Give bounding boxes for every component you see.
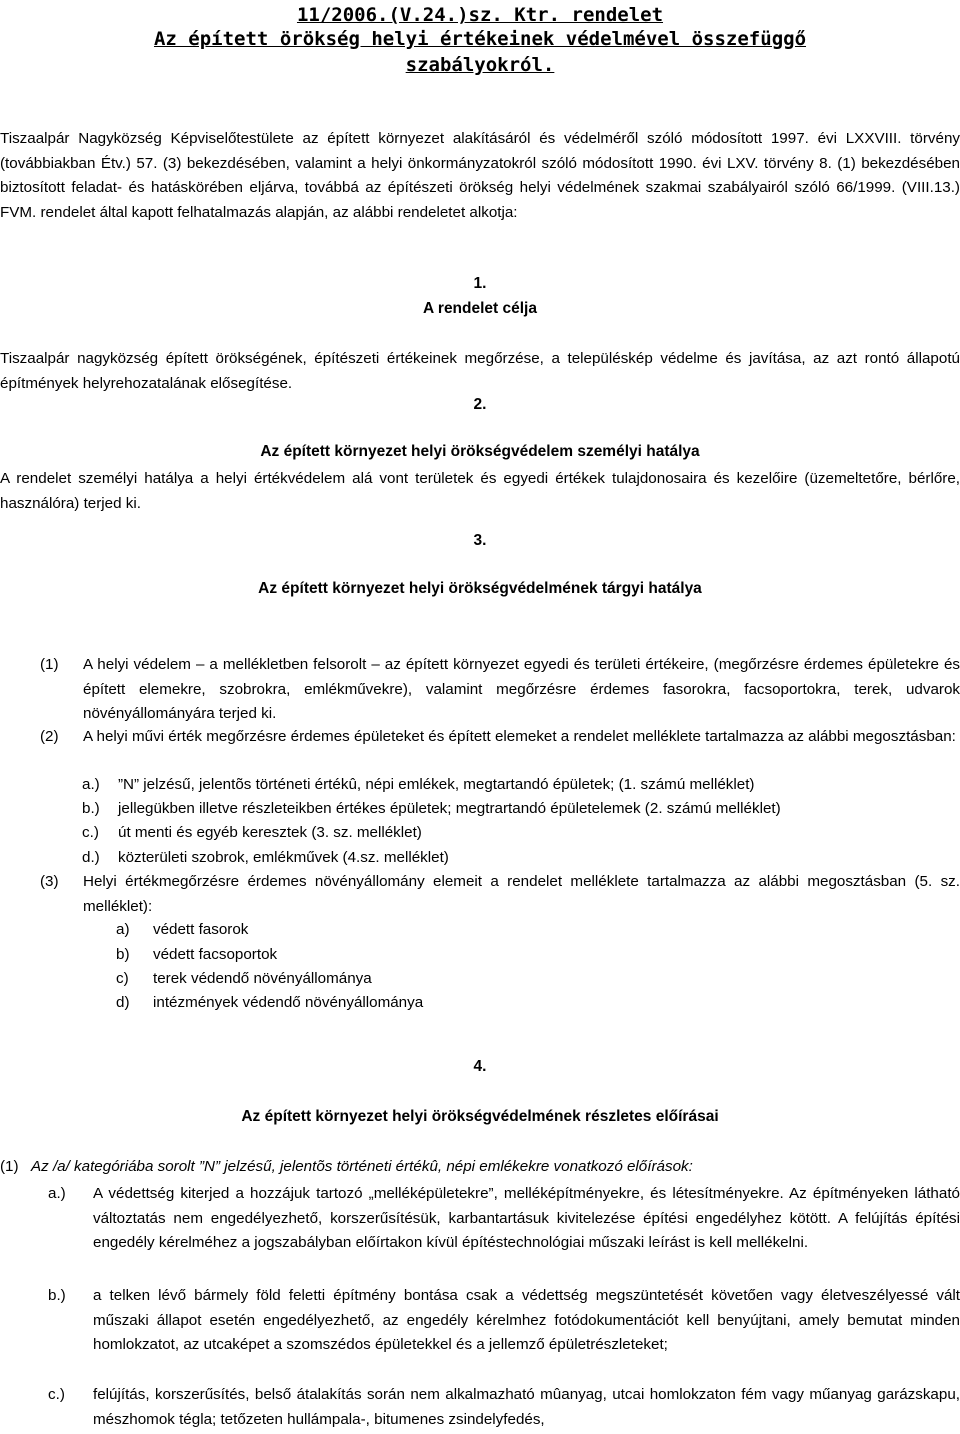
paragraph-text: A helyi művi érték megőrzésre érdemes épületeket és épített elemeket a rendelet melléklete tartalmazza az alábbi megosztásban:	[83, 728, 956, 745]
section1-title: A rendelet célja	[422, 300, 537, 317]
paragraph-number: (2)	[40, 728, 59, 745]
list-item-mark: b.)	[82, 800, 100, 817]
section3-title: Az épített környezet helyi örökségvédelmének tárgyi hatálya	[258, 580, 702, 597]
list-item	[82, 821, 960, 846]
section4-number: 4.	[473, 1058, 487, 1075]
list-item	[48, 1284, 960, 1358]
list-item-text: közterületi szobrok, emlékművek (4.sz. melléklet)	[118, 849, 449, 866]
list-item-text: A védettség kiterjed a hozzájuk tartozó „melléképületekre”, melléképítményekre, és létesítményekre. Az építményeken látható változtatás nem engedélyezhető, korszerűsítésük, karbantartásuk kivitelezése építési engedélyhez kötött. A felújítás építési engedély kérelméhez a jogszabályban előírtakon kívül építéstechnológiai műszaki leírást is kell mellékelni.	[93, 1185, 960, 1251]
list-item	[82, 846, 960, 871]
list-item	[116, 967, 960, 992]
paragraph-number: (1)	[40, 656, 59, 673]
document-title-line1: 11/2006.(V.24.)sz. Ktr. rendelet	[296, 4, 664, 26]
paragraph-text: Helyi értékmegőrzésre érdemes növényállomány elemeit a rendelet melléklete tartalmazza az alábbi megosztásban (5. sz. melléklet):	[83, 873, 960, 915]
paragraph-text: A helyi védelem – a mellékletben felsorolt – az épített környezet egyedi és területi értékeire, (megőrzésre érdemes épületekre és épített elemekre, szobrokra, emlékművekre), valamint megőrzésre érdemes fasorokra, facsoportokra, terek, udvarok növényállományára terjed ki.	[83, 656, 960, 722]
list-item-text: ”N” jelzésű, jelentõs történeti értékû, népi emlékek, megtartandó épületek; (1. számú melléklet)	[118, 776, 755, 793]
list-item	[116, 943, 960, 968]
list-item-text: út menti és egyéb keresztek (3. sz. melléklet)	[118, 824, 422, 841]
list-item-text: terek védendő növényállománya	[153, 970, 372, 987]
list-item-mark: c.)	[82, 824, 99, 841]
document-title-line2: Az épített örökség helyi értékeinek védelmével összefüggő	[153, 28, 807, 50]
list-item-mark: b)	[116, 946, 130, 963]
section1-text: Tiszaalpár nagyközség épített örökségének, építészeti értékeinek megőrzése, a településkép védelme és javítása, az azt rontó állapotú építmények helyrehozatalának elősegítése.	[0, 350, 960, 392]
section4-paragraph1-heading	[0, 1155, 960, 1180]
list-item-text: a telken lévő bármely föld feletti építmény bontása csak a védettség megszüntetését követően vagy életveszélyessé vált műszaki állapot esetén engedélyezhető, az engedély kérelmhez fotódokumentációt kell benyújtani, amely bemutat minden homlokzatot, az utcaképet a szomszédos épületekkel és a jellemző épületrészleteket;	[93, 1287, 960, 1353]
list-item-mark: a)	[116, 921, 130, 938]
list-item-text: intézmények védendő növényállománya	[153, 994, 424, 1011]
paragraph-number: (3)	[40, 873, 59, 890]
section2-number: 2.	[473, 396, 487, 413]
list-item-mark: d.)	[82, 849, 100, 866]
section2-text: A rendelet személyi hatálya a helyi értékvédelem alá vont területek és egyedi értékek tulajdonosaira és kezelőire (üzemeltetőre, bérlőre, használóra) terjed ki.	[0, 470, 960, 512]
list-item-text: védett facsoportok	[153, 946, 278, 963]
section3-number: 3.	[473, 532, 487, 549]
list-item	[116, 991, 960, 1016]
document-title-line3: szabályokról.	[405, 54, 555, 76]
list-item	[82, 797, 960, 822]
list-item-text: felújítás, korszerűsítés, belső átalakítás során nem alkalmazható mûanyag, utcai homlokzaton fém vagy műanyag garázskapu, mészhomok tégla; tetőzeten hullámpala-, bitumenes zsindelyfedés,	[93, 1386, 960, 1428]
preamble-paragraph: Tiszaalpár Nagyközség Képviselőtestülete az épített környezet alakításáról és védelméről szóló módosított 1997. évi LXXVIII. törvény (továbbiakban Étv.) 57. (3) bekezdésében, valamint a helyi önkormányzatokról szóló módosított 1990. évi LXV. törvény 8. (1) bekezdésében biztosított feladat- és hatáskörében eljárva, továbbá az építészeti örökség helyi védelmének szakmai szabályairól szóló 66/1999. (VIII.13.) FVM. rendelet által kapott felhatalmazás alapján, az alábbi rendeletet alkotja:	[0, 130, 960, 221]
section3-paragraph3	[40, 870, 960, 919]
section3-paragraph2	[40, 725, 960, 750]
list-item-mark: b.)	[48, 1287, 66, 1304]
list-item	[48, 1182, 960, 1256]
section1-number: 1.	[473, 275, 487, 292]
section2-title: Az épített környezet helyi örökségvédelem személyi hatálya	[260, 443, 700, 460]
list-item	[116, 918, 960, 943]
list-item-mark: a.)	[48, 1185, 66, 1202]
list-item-mark: a.)	[82, 776, 100, 793]
list-item	[48, 1383, 960, 1432]
section3-paragraph1	[40, 653, 960, 727]
paragraph-number: (1)	[0, 1158, 19, 1175]
list-item-mark: c)	[116, 970, 129, 987]
list-item	[82, 773, 960, 798]
list-item-mark: d)	[116, 994, 130, 1011]
list-item-mark: c.)	[48, 1386, 65, 1403]
list-item-text: jellegükben illetve részleteikben értékes épületek; megtrartandó épületelemek (2. számú melléklet)	[118, 800, 781, 817]
list-item-text: védett fasorok	[153, 921, 249, 938]
section4-title: Az épített környezet helyi örökségvédelmének részletes előírásai	[241, 1108, 719, 1125]
paragraph-heading-text: Az /a/ kategóriába sorolt ”N” jelzésű, jelentõs történeti értékû, népi emlékekre vonatkozó előírások:	[31, 1158, 693, 1175]
